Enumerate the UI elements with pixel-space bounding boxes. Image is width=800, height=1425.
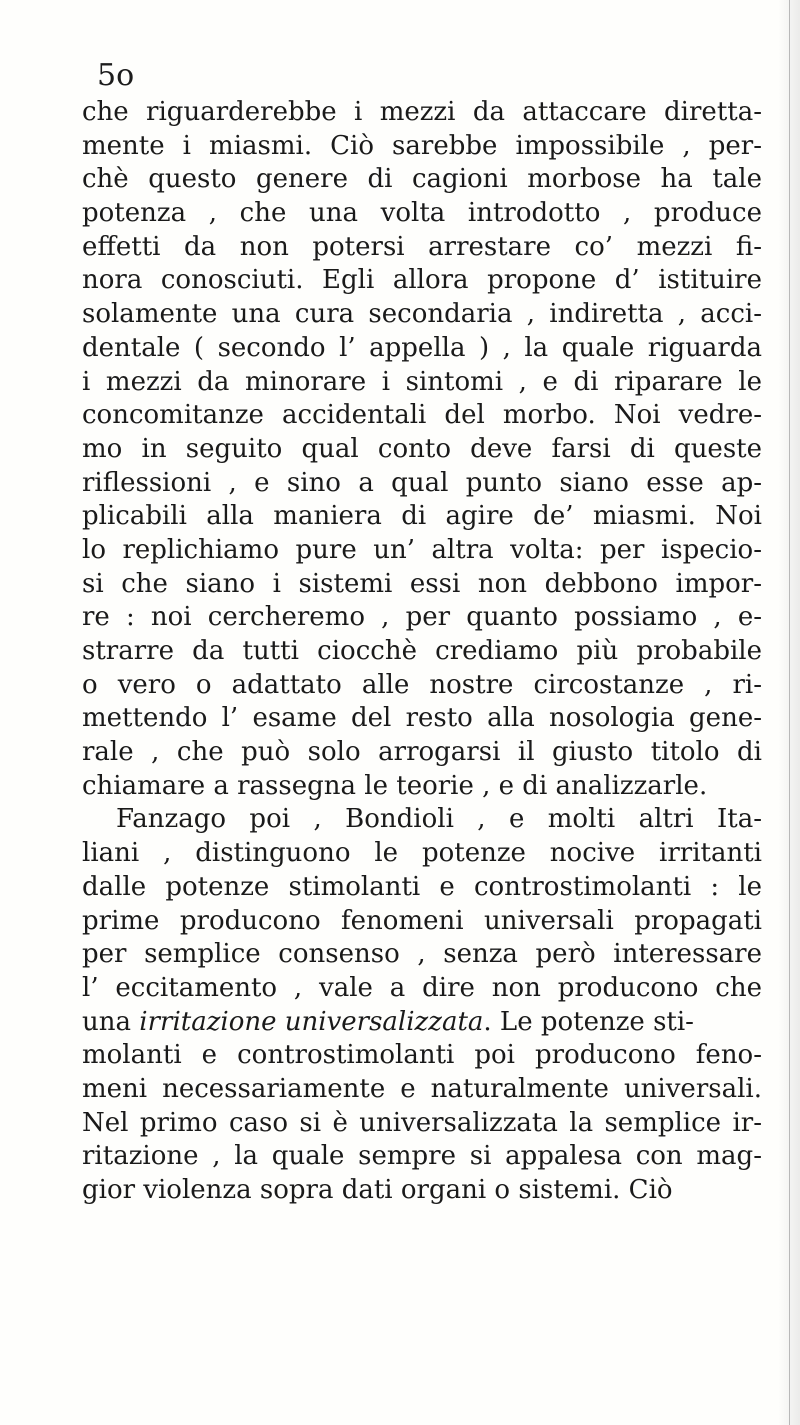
text-line: si che siano i sistemi essi non debbono impor- xyxy=(82,568,762,599)
text-line: Nel primo caso si è universalizzata la semplice ir- xyxy=(82,1107,762,1138)
text-line: meni necessariamente e naturalmente universali. xyxy=(82,1073,762,1104)
text-line: concomitanze accidentali del morbo. Noi vedre- xyxy=(82,400,762,431)
italic-phrase: irritazione universalizzata xyxy=(139,1006,484,1037)
text-line: liani , distinguono le potenze nocive irritanti xyxy=(82,838,762,869)
text-line: nora conosciuti. Egli allora propone d’ istituire xyxy=(82,265,762,296)
text-line: potenza , che una volta introdotto , produce xyxy=(82,198,762,229)
text-line: mente i miasmi. Ciò sarebbe impossibile , per- xyxy=(82,130,762,161)
text-line: chiamare a rassegna le teorie , e di analizzarle. xyxy=(82,770,708,801)
text-line: dalle potenze stimolanti e controstimolanti : le xyxy=(82,871,762,902)
text-line: ritazione , la quale sempre si appalesa con mag- xyxy=(82,1141,762,1172)
text-line: lo replichiamo pure un’ altra volta: per ispecio- xyxy=(82,534,762,565)
text-line: Fanzago poi , Bondioli , e molti altri Ita- xyxy=(116,804,762,835)
text-line: strarre da tutti ciocchè crediamo più probabile xyxy=(82,636,762,666)
text-line: chè questo genere di cagioni morbose ha tale xyxy=(82,164,762,195)
body-text xyxy=(82,96,762,1208)
text-line: rale , che può solo arrogarsi il giusto titolo di xyxy=(82,737,762,768)
text-line: effetti da non potersi arrestare co’ mezzi fi- xyxy=(82,231,762,262)
text-line: mo in seguito qual conto deve farsi di queste xyxy=(82,433,762,464)
text-line: solamente una cura secondaria , indiretta , acci- xyxy=(82,299,762,330)
text-line: re : noi cercheremo , per quanto possiamo , e- xyxy=(82,602,762,633)
text-segment: una xyxy=(82,1006,131,1037)
text-line: dentale ( secondo l’ appella ) , la quale riguarda xyxy=(82,332,762,363)
text-line: plicabili alla maniera di agire de’ miasmi. Noi xyxy=(82,501,762,532)
text-line: prime producono fenomeni universali propagati xyxy=(82,905,762,936)
text-line-with-italic xyxy=(82,1006,762,1040)
text-line: che riguarderebbe i mezzi da attaccare diretta- xyxy=(82,97,762,127)
text-line: i mezzi da minorare i sintomi , e di riparare le xyxy=(82,366,762,397)
text-line: l’ eccitamento , vale a dire non producono che xyxy=(82,972,762,1003)
text-segment: . Le potenze sti- xyxy=(483,1006,694,1037)
page-edge-line xyxy=(789,0,790,1425)
text-line: o vero o adattato alle nostre circostanze , ri- xyxy=(82,669,762,700)
text-line: riflessioni , e sino a qual punto siano esse ap- xyxy=(82,467,762,498)
text-line: per semplice consenso , senza però interessare xyxy=(82,939,762,970)
text-line: mettendo l’ esame del resto alla nosologia gene- xyxy=(82,703,762,734)
page-number: 5o xyxy=(97,58,135,93)
text-line: gior violenza sopra dati organi o sistemi. Ciò xyxy=(82,1175,673,1205)
text-line: molanti e controstimolanti poi producono feno- xyxy=(82,1040,762,1071)
